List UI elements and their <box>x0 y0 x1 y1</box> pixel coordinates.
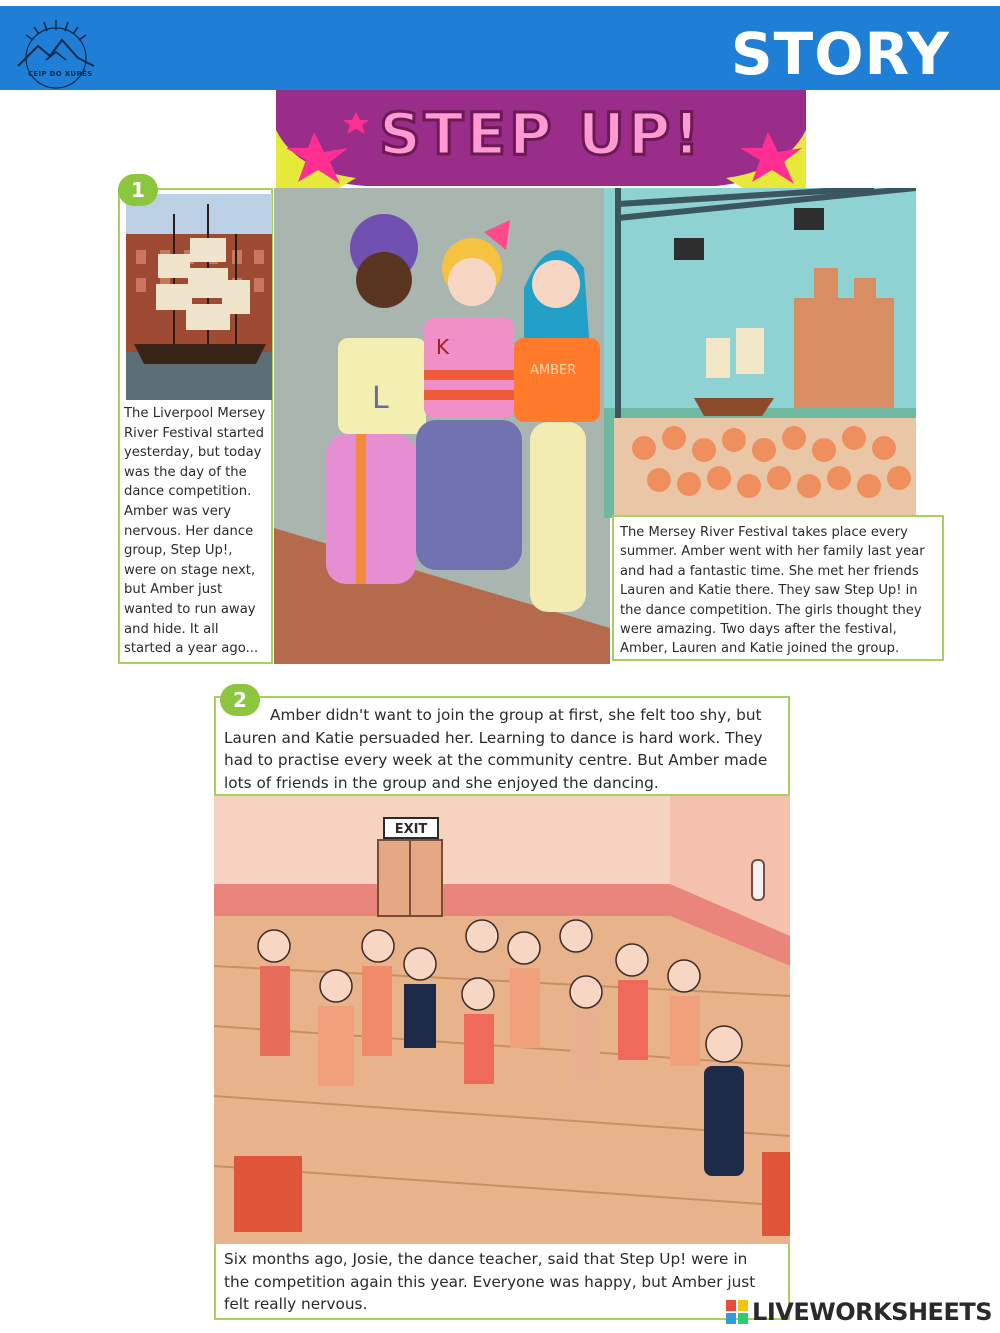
panel2-number-badge: 2 <box>220 684 260 716</box>
panel2-text: Amber didn't want to join the group at first, she felt too shy, but Lauren and Katie persuaded her. Learning to dance is hard work. They had to practise every week at the community centre. But Amber made lots of friends in the group and she enjoyed the dancing. <box>214 696 790 796</box>
exit-sign: EXIT <box>394 822 428 837</box>
liveworksheets-brand: LIVEWORKSHEETS <box>726 1298 992 1326</box>
story-title: STEP UP! <box>379 100 703 168</box>
panel1-number-badge: 1 <box>118 174 158 206</box>
speaker-left-icon <box>234 1156 302 1232</box>
story-banner <box>276 90 806 190</box>
shirt-letter-l: L <box>372 381 389 416</box>
page-title: STORY <box>730 20 950 88</box>
school-logo-icon <box>8 16 104 92</box>
fire-extinguisher-icon <box>752 860 764 900</box>
shirt-name: AMBER <box>530 363 577 378</box>
panel1-text: The Liverpool Mersey River Festival started yesterday, but today was the day of the dance competition. Amber was very nervous. Her dance group, Step Up!, were on stage next, but Amber just wanted to run away and hide. It all started a year ago... <box>124 406 266 657</box>
caption-teacher: Six months ago, Josie, the dance teacher, said that Step Up! were in the competition again this year. Everyone was happy, but Amber just felt really nervous. <box>214 1244 790 1320</box>
header-bar <box>0 6 1000 90</box>
logo-text: CEIP DO XURÉS <box>28 70 93 78</box>
speaker-right-icon <box>762 1152 790 1236</box>
caption-festival: The Mersey River Festival takes place every summer. Amber went with her family last year and had a fantastic time. She met her friends Lauren and Katie there. They saw Step Up! in the dance competition. The girls thought they were amazing. Two days after the festival, Amber, Lauren and Katie joined the group. <box>612 515 944 661</box>
dance-class-illustration <box>214 796 790 1246</box>
shirt-letter-k: K <box>436 335 450 359</box>
liveworksheets-logo-icon <box>726 1300 748 1324</box>
ship-photo <box>126 194 272 400</box>
